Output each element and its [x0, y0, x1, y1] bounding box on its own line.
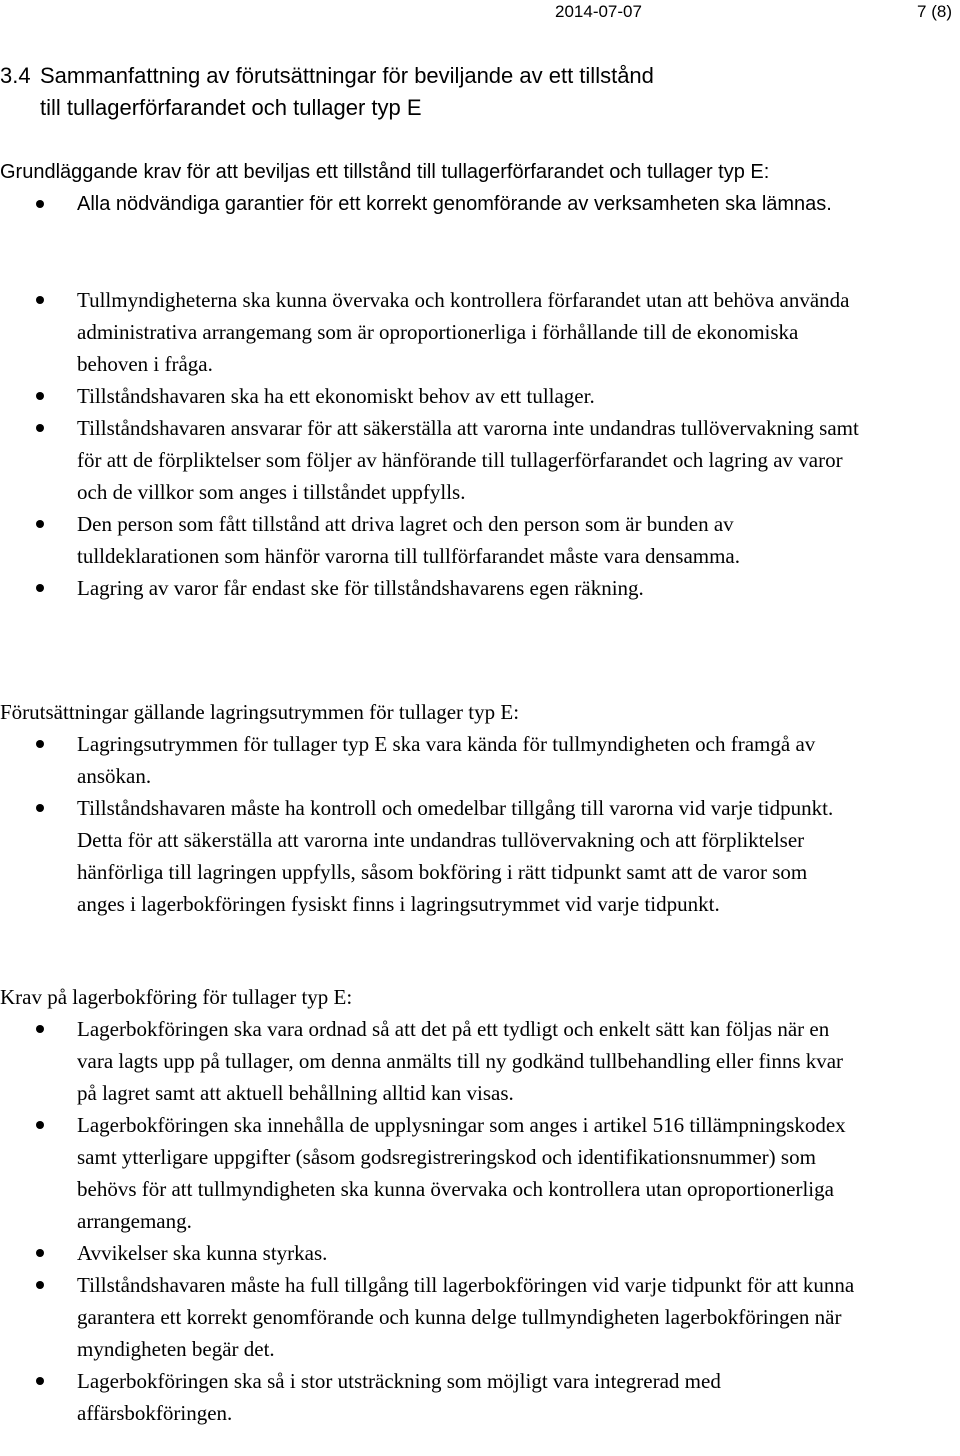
list-item: Lagring av varor får endast ske för tillståndshavarens egen räkning.: [0, 572, 960, 604]
list-item: Lagerbokföringen ska innehålla de upplysningar som anges i artikel 516 tillämpningskodex samt ytterligare uppgifter (såsom godsregistreringskod och identifikationsnummer) som behövs för att tullmyndigheten ska kunna övervaka och kontrollera utan oproportionerliga arrangemang.: [0, 1109, 960, 1237]
page-header: [0, 0, 960, 30]
list-item: Tullmyndigheterna ska kunna övervaka och kontrollera förfarandet utan att behöva använda administrativa arrangemang som är oproportionerliga i förhållande till de ekonomiska behoven i fråga.: [0, 284, 960, 380]
list-item: Lagerbokföringen ska så i stor utsträckning som möjligt vara integrerad med affärsbokföringen.: [0, 1365, 960, 1429]
list-item: Avvikelser ska kunna styrkas.: [0, 1237, 960, 1269]
basic-requirements-intro-block: [0, 156, 960, 220]
list-item: Lagerbokföringen ska vara ordnad så att det på ett tydligt och enkelt sätt kan följas när en vara lagts upp på tullager, om denna anmälts till ny godkänd tullbehandling eller finns kvar på lagret samt att aktuell behållning alltid kan visas.: [0, 1013, 960, 1109]
heading-title-line-2: till tullagerförfarandet och tullager typ E: [40, 95, 422, 120]
heading-number: 3.4: [0, 63, 31, 88]
basic-requirements-list: [0, 284, 960, 604]
list-item: Alla nödvändiga garantier för ett korrekt genomförande av verksamheten ska lämnas.: [0, 188, 960, 220]
basic-requirements-intro: Grundläggande krav för att beviljas ett tillstånd till tullagerförfarandet och tullager typ E:: [0, 161, 770, 183]
bookkeeping-requirements-list: [0, 1013, 960, 1429]
list-item: Den person som fått tillstånd att driva lagret och den person som är bunden av tulldeklarationen som hänför varorna till tullförfarandet måste vara densamma.: [0, 508, 960, 572]
heading-line-1: [0, 60, 960, 92]
list-item: Tillståndshavaren måste ha kontroll och omedelbar tillgång till varorna vid varje tidpunkt. Detta för att säkerställa att varorna inte undandras tullövervakning och att förpliktelser hänförliga till lagringen uppfylls, såsom bokföring i rätt tidpunkt samt att de varor som anges i lagerbokföringen fysiskt finns i lagringsutrymmet vid varje tidpunkt.: [0, 792, 960, 920]
heading-title-line-1: Sammanfattning av förutsättningar för beviljande av ett tillstånd: [40, 63, 654, 88]
bookkeeping-requirements-section: [0, 981, 960, 1429]
header-date: 2014-07-07: [555, 2, 642, 21]
bookkeeping-requirements-intro: Krav på lagerbokföring för tullager typ E:: [0, 985, 353, 1009]
storage-requirements-section: [0, 696, 960, 920]
list-item: Tillståndshavaren ansvarar för att säkerställa att varorna inte undandras tullövervakning samt för att de förpliktelser som följer av hänförande till tullagerförfarandet och lagring av varor och de villkor som anges i tillståndet uppfylls.: [0, 412, 960, 508]
storage-requirements-intro: Förutsättningar gällande lagringsutrymmen för tullager typ E:: [0, 700, 520, 724]
section-heading: [0, 60, 960, 124]
page-number: 7 (8): [917, 2, 952, 21]
list-item: Tillståndshavaren ska ha ett ekonomiskt behov av ett tullager.: [0, 380, 960, 412]
basic-requirements-list-block: [0, 284, 960, 604]
list-item: Lagringsutrymmen för tullager typ E ska vara kända för tullmyndigheten och framgå av ansökan.: [0, 728, 960, 792]
basic-requirements-first-list: [0, 188, 960, 220]
list-item: Tillståndshavaren måste ha full tillgång till lagerbokföringen vid varje tidpunkt för att kunna garantera ett korrekt genomförande och kunna delge tullmyndigheten lagerbokföringen när myndigheten begär det.: [0, 1269, 960, 1365]
storage-requirements-list: [0, 728, 960, 920]
